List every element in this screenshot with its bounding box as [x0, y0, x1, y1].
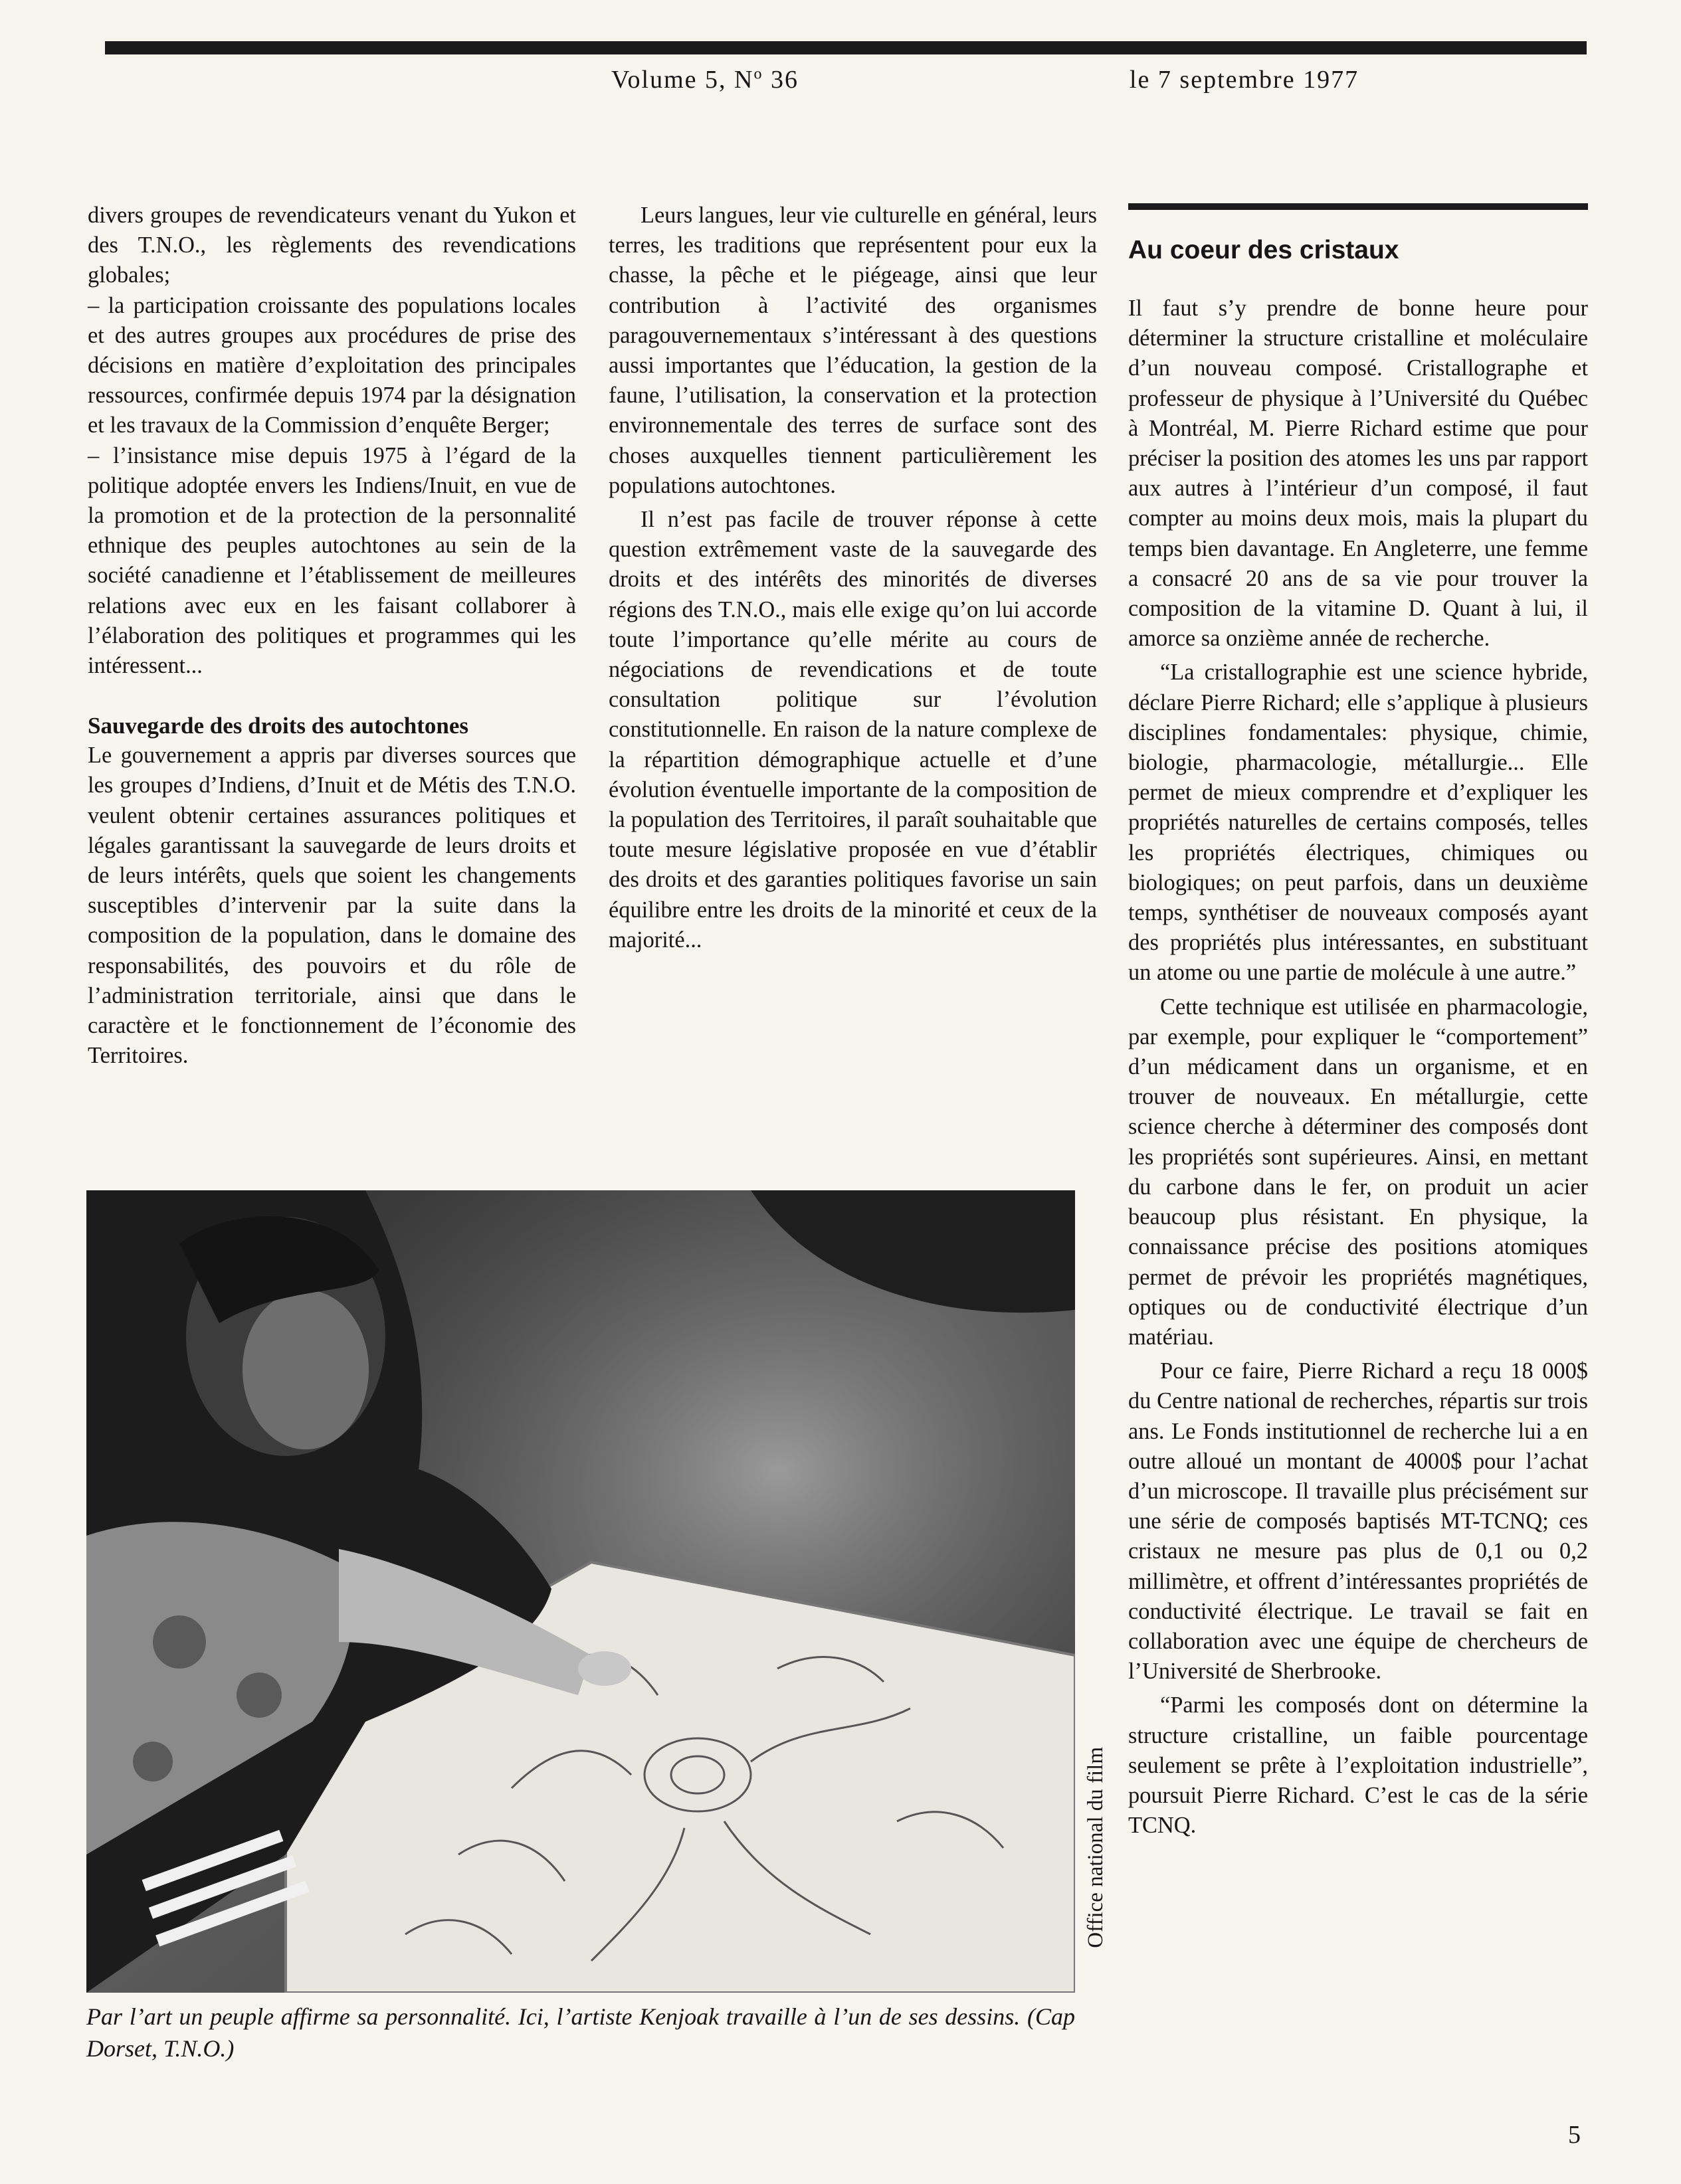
- article-column-3: [1128, 203, 1588, 1841]
- artist-photo: [86, 1190, 1075, 1993]
- article-column-1: [88, 201, 576, 1071]
- article-column-2: [609, 201, 1097, 955]
- col1-bullet: – l’insistance mise depuis 1975 à l’égard de la politique adoptée envers les Indiens/Inuit, en vue de la promotion et de la protection de la personnalité ethnique des peuples autochtones au sein de la société canadienne et l’établissement de meilleures relations avec eux en les faisant collaborer à l’élaboration des politiques et programmes qui les intéressent...: [88, 442, 576, 679]
- col1-paragraph: divers groupes de revendicateurs venant du Yukon et des T.N.O., les règlements des revendications globales;: [88, 203, 576, 288]
- section-heading: Sauvegarde des droits des autochtones: [88, 713, 469, 739]
- col3-paragraph: “La cristallographie est une science hybride, déclare Pierre Richard; elle s’applique à plusieurs disciplines fondamentales: physique, chimie, biologie, pharmacologie, métallurgie... Elle permet de mieux comprendre et d’expliquer les propriétés naturelles de certains composés, telles les propriétés électriques, chimiques ou biologiques; on peut parfois, dans un deuxième temps, synthétiser de nouveaux composés ayant des propriétés plus intéressantes, en substituant un atome ou une partie de molécule à une autre.”: [1128, 660, 1588, 986]
- col3-paragraph: Pour ce faire, Pierre Richard a reçu 18 000$ du Centre national de recherches, répartis sur trois ans. Le Fonds institutionnel de recherche lui a en outre alloué un montant de 4000$ pour l’achat d’un microscope. Il travaille plus précisément sur une série de composés baptisés MT-TCNQ; ces cristaux ne mesure pas plus de 0,1 ou 0,2 millimètre, et offrent d’intéressantes propriétés de conductivité électrique. Le travail se fait en collaboration avec une équipe de chercheurs de l’Université de Sherbrooke.: [1128, 1358, 1588, 1684]
- photo-caption: Par l’art un peuple affirme sa personnalité. Ici, l’artiste Kenjoak travaille à l’un de ses dessins. (Cap Dorset, T.N.O.): [86, 2003, 1075, 2062]
- issue-date: le 7 septembre 1977: [1130, 66, 1359, 94]
- col3-paragraph: “Parmi les composés dont on détermine la structure cristalline, un faible pourcentage seulement se prête à l’exploitation industrielle”, poursuit Pierre Richard. C’est le cas de la série TCNQ.: [1128, 1692, 1588, 1839]
- col3-paragraph: Il faut s’y prendre de bonne heure pour déterminer la structure cristalline et moléculaire d’un nouveau composé. Cristallographe et professeur de physique à l’Université du Québec à Montréal, M. Pierre Richard estime que pour préciser la position des atomes les uns par rapport aux autres à l’intérieur d’un composé, il faut compter au moins deux mois, mais la plupart du temps bien davantage. En Angleterre, une femme a consacré 20 ans de sa vie pour trouver la composition de la vitamine D. Quant à lui, il amorce sa onzième année de recherche.: [1128, 296, 1588, 652]
- top-rule: [105, 41, 1587, 54]
- issue-number-sign: o: [753, 65, 763, 83]
- column-rule: [1128, 203, 1588, 210]
- volume-issue: Volume 5, $N^o$ 36: [611, 65, 799, 94]
- col3-paragraph: Cette technique est utilisée en pharmacologie, par exemple, pour expliquer le “comportement” d’un médicament dans un organisme, et en trouver de nouveaux. En métallurgie, cette science cherche à déterminer des composés dont les propriétés sont supérieures. Ainsi, en mettant du carbone dans le fer, on produit un acier beaucoup plus résistant. En physique, la connaissance précise des positions atomiques permet de prévoir les propriétés magnétiques, optiques ou de conductivité électrique d’un matériau.: [1128, 994, 1588, 1350]
- page-number: 5: [1568, 2121, 1581, 2149]
- col1-bullet: – la participation croissante des populations locales et des autres groupes aux procédures de prise des décisions en matière d’exploitation des principales ressources, confirmée depuis 1974 par la désignation et les travaux de la Commission d’enquête Berger;: [88, 292, 576, 438]
- article-title: Au coeur des cristaux: [1128, 236, 1399, 264]
- col2-paragraph: Il n’est pas facile de trouver réponse à cette question extrêmement vaste de la sauvegarde des droits et des intérêts des minorités de diverses régions des T.N.O., mais elle exige qu’on lui accorde toute l’importance qu’elle mérite au cours de négociations de revendications et de toute consultation politique sur l’évolution constitutionnelle. En raison de la nature complexe de la répartition démographique actuelle et d’une évolution éventuelle importante de la composition de la population des Territoires, il paraît souhaitable que toute mesure législative proposée en vue d’établir des droits et des garanties politiques favorise un sain équilibre entre les droits de la minorité et ceux de la majorité...: [609, 507, 1097, 953]
- col1-paragraph: Le gouvernement a appris par diverses sources que les groupes d’Indiens, d’Inuit et de Métis des T.N.O. veulent obtenir certaines assurances politiques et légales garantissant la sauvegarde de leurs droits et de leurs intérêts, quels que soient les changements susceptibles d’intervenir par la suite dans la composition de la population, dans le domaine des responsabilités, des pouvoirs et du rôle de l’administration territoriale, ainsi que dans le caractère et le fonctionnement de l’économie des Territoires.: [88, 743, 576, 1069]
- col2-paragraph: Leurs langues, leur vie culturelle en général, leurs terres, les traditions que représentent pour eux la chasse, la pêche et le piégeage, ainsi que leur contribution à l’activité des organismes paragouvernementaux s’intéressant à des questions aussi importantes que l’éducation, la gestion de la faune, l’utilisation, la conservation et la protection environnementale des terres de surface sont des choses auxquelles tiennent particulièrement les populations autochtones.: [609, 203, 1097, 498]
- photo-credit: Office national du film: [1084, 1747, 1108, 1948]
